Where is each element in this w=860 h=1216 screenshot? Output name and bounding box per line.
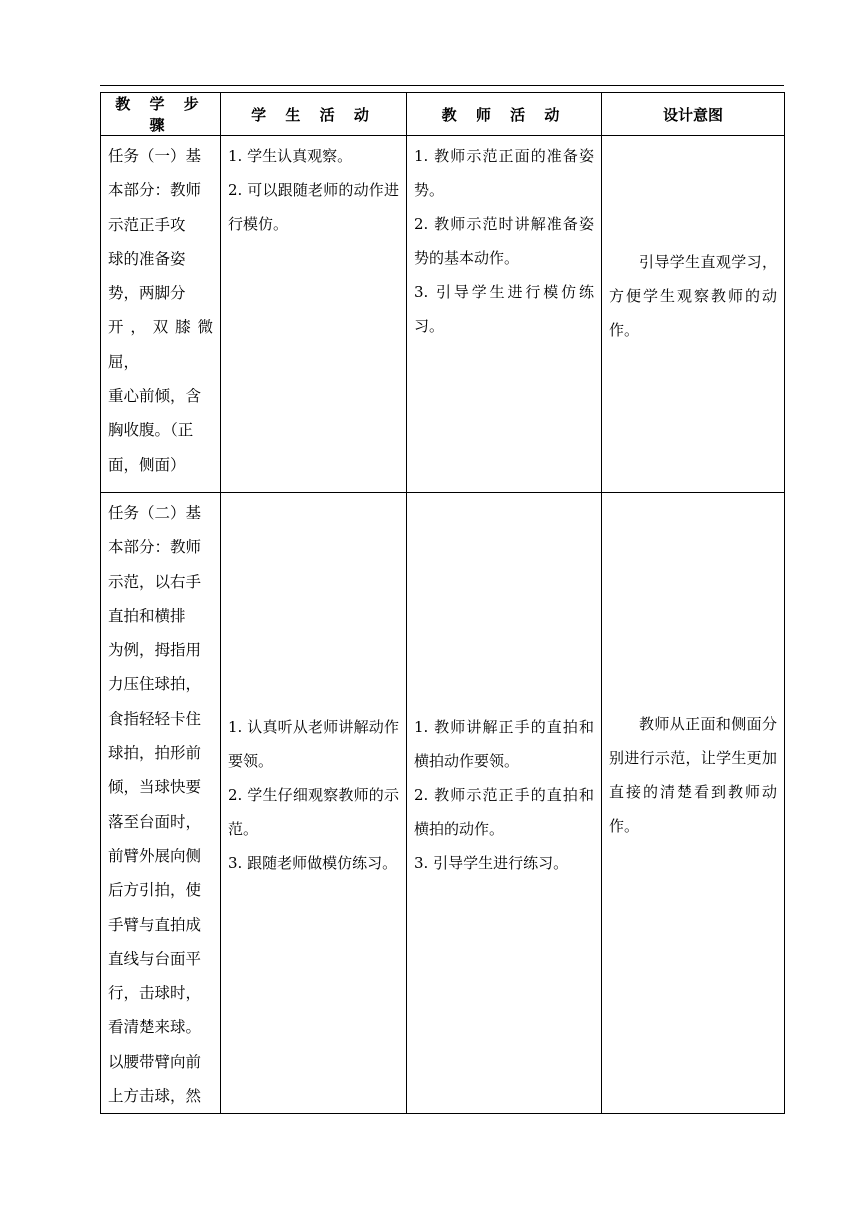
step-line: 以腰带臂向前: [108, 1052, 202, 1071]
step-line: 落至台面时，: [108, 812, 202, 831]
lesson-plan-table: [100, 92, 785, 1114]
student-activity-cell: [221, 493, 407, 1114]
header-teacher: 教 师 活 动: [407, 93, 602, 136]
student-item: 3. 跟随老师做模仿练习。: [228, 853, 398, 872]
step-line: 为例，拇指用: [108, 641, 202, 660]
step-line: 本部分：教师: [108, 181, 202, 200]
step-line: 重心前倾，含: [108, 387, 202, 406]
design-intent-cell: [602, 493, 785, 1114]
student-item: 1. 学生认真观察。: [228, 147, 353, 165]
step-line: 前臂外展向侧: [108, 846, 202, 865]
step-line: 倾，当球快要: [108, 778, 202, 797]
step-line: 面，侧面）: [108, 455, 186, 474]
teacher-item: 3. 引导学生进行练习。: [414, 853, 569, 872]
teacher-item: 2. 教师示范时讲解准备姿势的基本动作。: [414, 215, 594, 267]
step-line: 行，击球时，: [108, 984, 202, 1003]
step-line: 示范正手攻: [108, 215, 186, 234]
student-item: 1. 认真听从老师讲解动作要领。: [228, 717, 399, 770]
teacher-item: 2. 教师示范正手的直拍和横拍的动作。: [414, 785, 594, 838]
step-line: 力压住球拍，: [108, 675, 202, 694]
teacher-item: 3. 引导学生进行模仿练习。: [414, 283, 594, 335]
step-line: 上方击球，然: [108, 1087, 202, 1106]
step-line: 开，双膝微屈，: [108, 318, 213, 371]
step-line: 食指轻轻卡住: [108, 709, 202, 728]
top-rule: [100, 85, 784, 86]
step-line: 直拍和横排: [108, 606, 186, 625]
table-row: [101, 493, 785, 1114]
header-student: 学 生 活 动: [221, 93, 407, 136]
student-item: 2. 学生仔细观察教师的示范。: [228, 785, 399, 838]
teacher-activity-cell: [407, 493, 602, 1114]
step-cell: [101, 136, 221, 493]
step-line: 球拍，拍形前: [108, 744, 202, 763]
step-line: 势，两脚分: [108, 284, 186, 303]
step-line: 本部分：教师: [108, 538, 202, 557]
header-step: 教 学 步 骤: [101, 93, 221, 136]
step-line: 看清楚来球。: [108, 1018, 202, 1037]
step-line: 示范，以右手: [108, 572, 202, 591]
teacher-item: 1. 教师示范正面的准备姿势。: [414, 147, 594, 199]
design-intent-text: 教师从正面和侧面分别进行示范，让学生更加直接的清楚看到教师动作。: [609, 714, 777, 835]
student-item: 2. 可以跟随老师的动作进行模仿。: [228, 181, 399, 233]
step-cell: [101, 493, 221, 1114]
student-activity-cell: [221, 136, 407, 493]
teacher-item: 1. 教师讲解正手的直拍和横拍动作要领。: [414, 717, 594, 770]
teacher-activity-cell: [407, 136, 602, 493]
step-line: 任务（一）基: [108, 147, 202, 165]
step-line: 直线与台面平: [108, 949, 202, 968]
step-line: 胸收腹。（正: [108, 421, 194, 440]
header-intent: 设计意图: [602, 93, 785, 136]
design-intent-text: 引导学生直观学习，方便学生观察教师的动作。: [609, 252, 777, 339]
design-intent-cell: [602, 136, 785, 493]
header-row: [101, 93, 785, 136]
step-line: 手臂与直拍成: [108, 915, 202, 934]
step-line: 球的准备姿: [108, 249, 186, 268]
step-line: 任务（二）基: [108, 504, 202, 522]
step-line: 后方引拍，使: [108, 881, 202, 900]
table-row: [101, 136, 785, 493]
